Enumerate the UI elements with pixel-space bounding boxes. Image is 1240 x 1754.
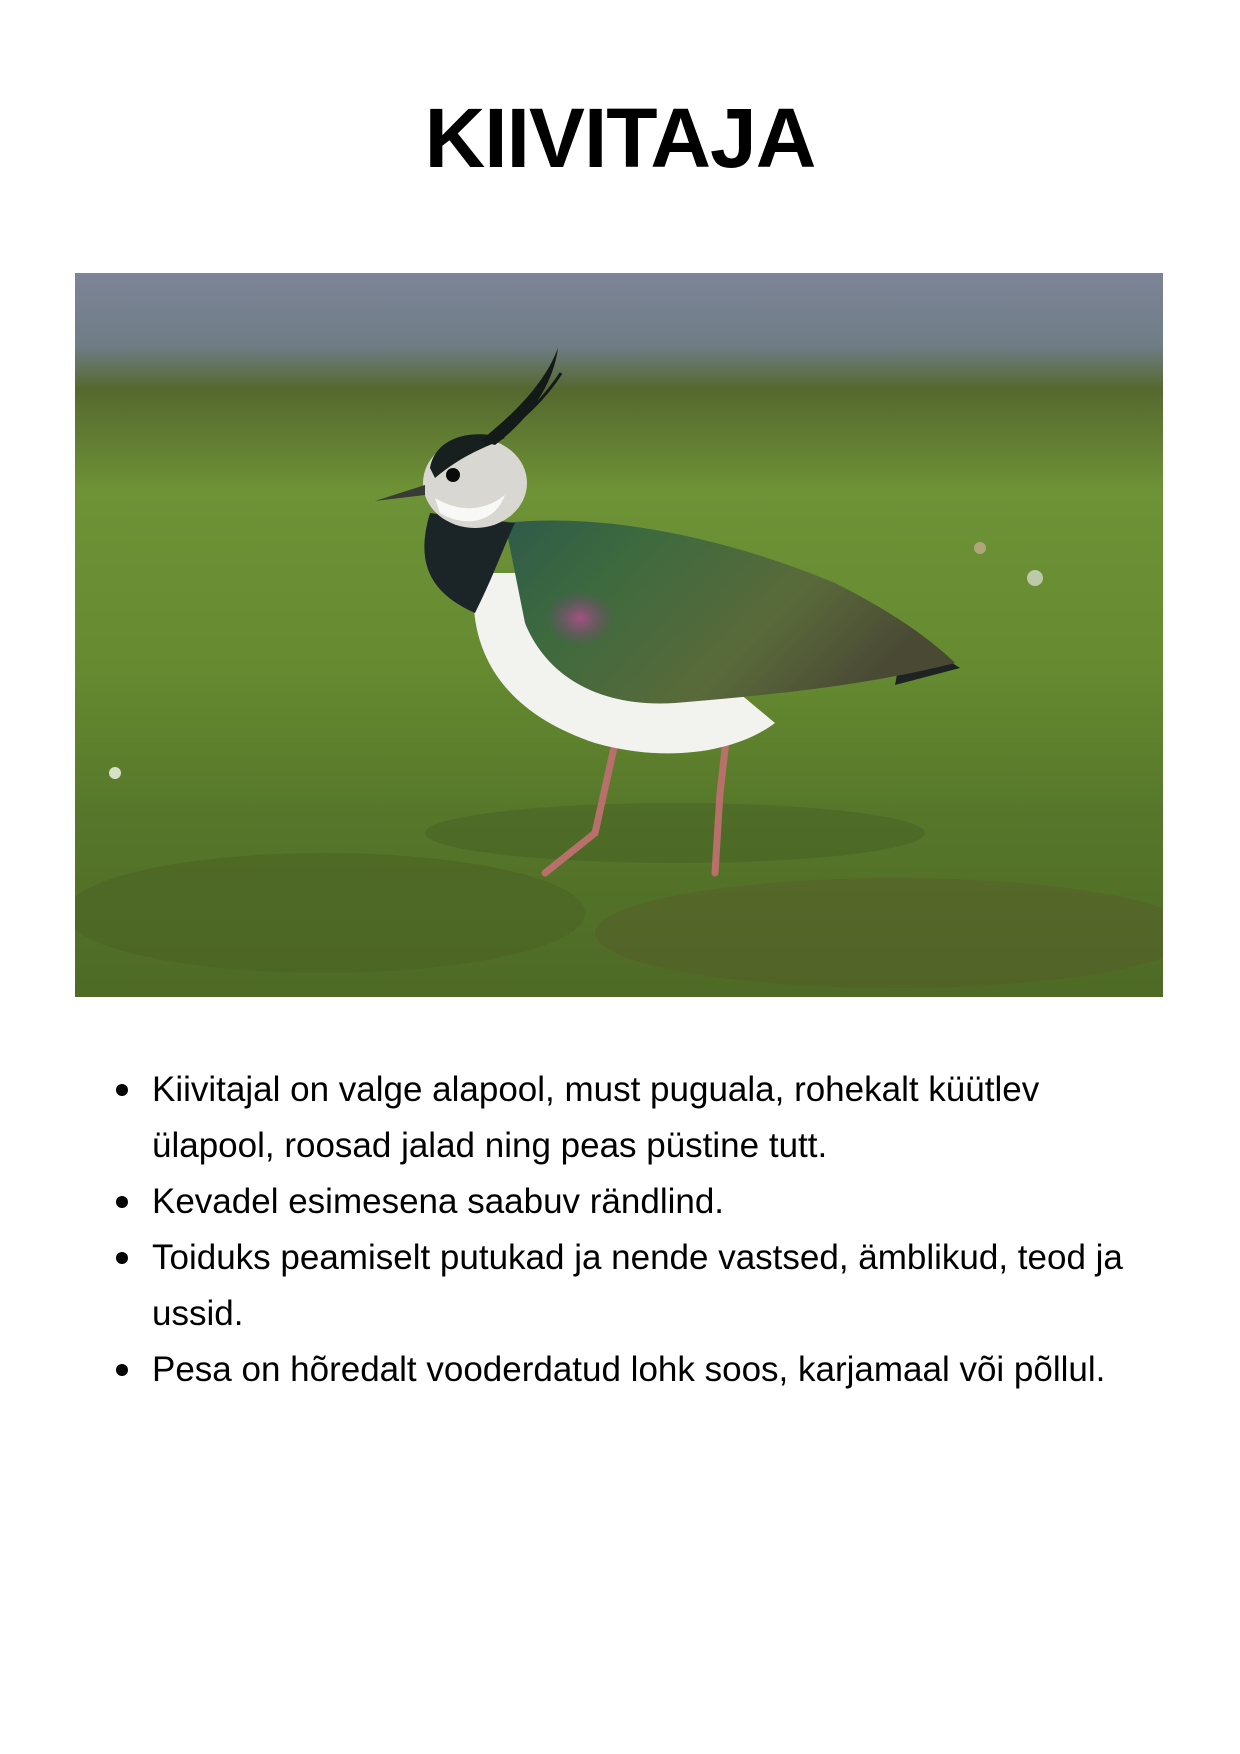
bullet-icon (116, 1196, 128, 1208)
fact-text: Kevadel esimesena saabuv rändlind. (152, 1182, 725, 1221)
fact-text: Pesa on hõredalt vooderdatud lohk soos, karjamaal või põllul. (152, 1350, 1106, 1389)
list-item (110, 1230, 1170, 1342)
fact-text: Toiduks peamiselt putukad ja nende vastsed, ämblikud, teod ja ussid. (152, 1238, 1123, 1333)
lapwing-photo (75, 273, 1163, 997)
page-title: KIIVITAJA (424, 91, 816, 185)
list-item (110, 1174, 1170, 1230)
lapwing-bird-photo-icon (75, 273, 1163, 997)
list-item (110, 1062, 1170, 1174)
list-item (110, 1342, 1170, 1398)
bullet-icon (116, 1252, 128, 1264)
fact-text: Kiivitajal on valge alapool, must puguala, rohekalt küütlev ülapool, roosad jalad ning peas püstine tutt. (152, 1070, 1040, 1165)
fact-list (110, 1062, 1170, 1398)
bullet-icon (116, 1084, 128, 1096)
bullet-icon (116, 1364, 128, 1376)
